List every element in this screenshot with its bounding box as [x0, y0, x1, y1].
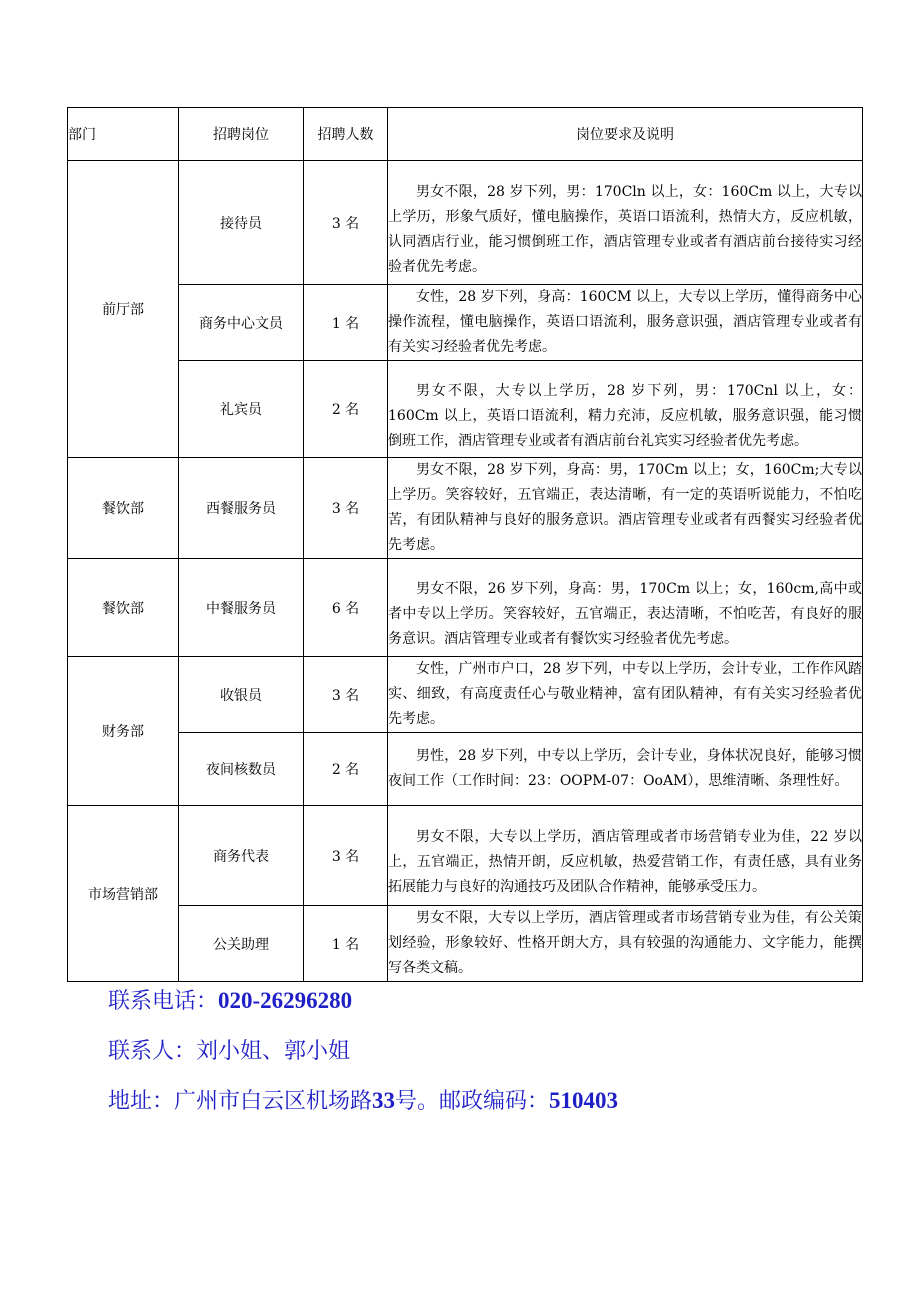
count-cell: 2 名	[304, 733, 388, 806]
table-row	[68, 733, 863, 806]
count-cell: 2 名	[304, 361, 388, 458]
requirements-cell: 男女不限，28 岁下列，男：170Cln 以上，女：160Cm 以上，大专以上学历，形象气质好，懂电脑操作，英语口语流利，热情大方，反应机敏，认同酒店行业，能习惯倒班工作，酒店管理专业或者有酒店前台接待实习经验者优先考虑。	[388, 161, 863, 285]
count-cell: 1 名	[304, 285, 388, 361]
position-cell: 商务代表	[179, 806, 304, 906]
dept-cell: 前厅部	[68, 161, 179, 458]
table-row	[68, 657, 863, 733]
person-names: 刘小姐、郭小姐	[196, 1039, 351, 1064]
position-cell: 礼宾员	[179, 361, 304, 458]
dept-cell: 财务部	[68, 657, 179, 806]
person-label: 联系人：	[108, 1039, 197, 1064]
position-cell: 收银员	[179, 657, 304, 733]
count-cell: 6 名	[304, 559, 388, 657]
postcode: 510403	[549, 1088, 619, 1113]
requirements-cell: 男女不限，28 岁下列，身高：男，170Cm 以上；女，160Cm;大专以上学历。笑容较好，五官端正，表达清晰，有一定的英语听说能力，不怕吃苦，有团队精神与良好的服务意识。酒店管理专业或者有西餐实习经验者优先考虑。	[388, 458, 863, 559]
address-suffix: 号。邮政编码：	[395, 1089, 550, 1114]
count-cell: 3 名	[304, 161, 388, 285]
contact-address	[108, 1084, 618, 1115]
header-count: 招聘人数	[304, 108, 388, 161]
table-row	[68, 161, 863, 285]
position-cell: 西餐服务员	[179, 458, 304, 559]
dept-cell: 餐饮部	[68, 559, 179, 657]
table-row	[68, 559, 863, 657]
position-cell: 接待员	[179, 161, 304, 285]
position-cell: 夜间核数员	[179, 733, 304, 806]
table-row	[68, 806, 863, 906]
position-cell: 中餐服务员	[179, 559, 304, 657]
header-requirements: 岗位要求及说明	[388, 108, 863, 161]
requirements-cell: 男女不限，26 岁下列，身高：男，170Cm 以上；女，160cm,高中或者中专以上学历。笑容较好，五官端正，表达清晰，不怕吃苦，有良好的服务意识。酒店管理专业或者有餐饮实习经验者优先考虑。	[388, 559, 863, 657]
requirements-cell: 女性，28 岁下列，身高：160CM 以上，大专以上学历，懂得商务中心操作流程，懂电脑操作，英语口语流利，服务意识强，酒店管理专业或者有有关实习经验者优先考虑。	[388, 285, 863, 361]
requirements-cell: 男女不限，大专以上学历，酒店管理或者市场营销专业为佳，有公关策划经验，形象较好、性格开朗大方，具有较强的沟通能力、文字能力，能撰写各类文稿。	[388, 906, 863, 982]
position-cell: 公关助理	[179, 906, 304, 982]
requirements-cell: 男女不限，大专以上学历，28 岁下列，男：170Cnl 以上，女：160Cm 以上，英语口语流利，精力充沛，反应机敏，服务意识强，能习惯倒班工作，酒店管理专业或者有酒店前台礼宾实习经验者优先考虑。	[388, 361, 863, 458]
requirements-cell: 女性，广州市户口，28 岁下列，中专以上学历，会计专业，工作作风踏实、细致，有高度责任心与敬业精神，富有团队精神，有有关实习经验者优先考虑。	[388, 657, 863, 733]
dept-cell: 市场营销部	[68, 806, 179, 982]
dept-cell: 餐饮部	[68, 458, 179, 559]
count-cell: 1 名	[304, 906, 388, 982]
table-row	[68, 458, 863, 559]
header-dept: 部门	[68, 108, 179, 161]
header-position: 招聘岗位	[179, 108, 304, 161]
table-row	[68, 906, 863, 982]
count-cell: 3 名	[304, 657, 388, 733]
table-row	[68, 285, 863, 361]
phone-label: 联系电话：	[108, 989, 219, 1014]
address-label: 地址：广州市白云区机场路	[108, 1089, 373, 1114]
recruitment-table	[67, 107, 863, 982]
count-cell: 3 名	[304, 806, 388, 906]
contact-phone	[108, 984, 352, 1015]
position-cell: 商务中心文员	[179, 285, 304, 361]
table-row	[68, 361, 863, 458]
count-cell: 3 名	[304, 458, 388, 559]
table-header-row	[68, 108, 863, 161]
contact-person	[108, 1034, 350, 1065]
address-number: 33	[372, 1088, 396, 1113]
phone-number: 020-26296280	[218, 988, 353, 1013]
requirements-cell: 男性，28 岁下列，中专以上学历，会计专业，身体状况良好，能够习惯夜间工作（工作时间：23：OOPM-07：OoAM），思维清晰、条理性好。	[388, 733, 863, 806]
requirements-cell: 男女不限，大专以上学历，酒店管理或者市场营销专业为佳，22 岁以上，五官端正，热情开朗，反应机敏，热爱营销工作，有责任感，具有业务拓展能力与良好的沟通技巧及团队合作精神，能够承受压力。	[388, 806, 863, 906]
